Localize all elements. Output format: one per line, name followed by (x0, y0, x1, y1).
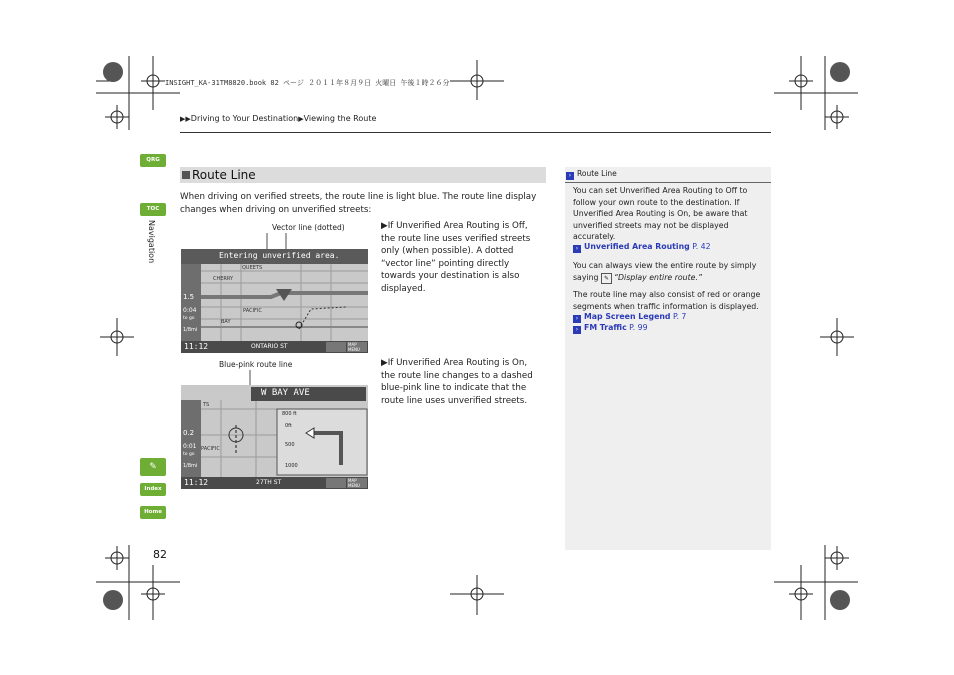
current-street: ONTARIO ST (251, 343, 288, 350)
sidebar-paragraph-1: You can set Unverified Area Routing to Off to follow your own route to the destination. If Unverified Area Routing is On, be aware that unverified streets may not be displayed accurately. (573, 186, 748, 241)
figure2-caption: Blue-pink route line (219, 360, 293, 369)
section-tab-label: Navigation (147, 220, 156, 264)
distance-readout: 1.5 (183, 293, 195, 301)
step-arrow-icon: ▶ (381, 358, 388, 368)
setting-value: Off (512, 221, 525, 231)
distance-bottom: 1000 (285, 463, 298, 469)
map-banner: Entering unverified area. (219, 251, 340, 260)
map-graphic (181, 249, 368, 353)
distance-top: 800 ft (282, 411, 297, 417)
step-unverified-off: ▶If Unverified Area Routing is Off, the route line uses verified streets only (when possible). A dotted “vector line” pointing directly towards your destination is also displayed. (381, 221, 531, 294)
breadcrumb-link-driving[interactable]: Driving to Your Destination (190, 114, 299, 123)
toc-button[interactable]: TOC (140, 203, 166, 216)
clock: 11:12 (184, 478, 209, 487)
breadcrumb-arrow-icon: ▶▶ (180, 115, 191, 123)
section-heading-bar (180, 167, 546, 183)
clock: 11:12 (184, 342, 209, 351)
map-scale: 1/8mi (183, 463, 198, 469)
time-readout: 0:04 (183, 307, 197, 314)
print-file-header: INSIGHT_KA-31TM8820.book 82 ページ ２０１１年８月９日 火曜日 午後１時２６分 (165, 79, 450, 87)
map-graphic (181, 385, 368, 489)
setting-value: On (512, 358, 525, 368)
to-go-label: to go (183, 452, 195, 457)
map-menu-button[interactable]: MAP MENU (348, 478, 360, 488)
link-map-screen-legend[interactable]: › Map Screen Legend P. 7 (573, 311, 686, 323)
setting-name: Unverified Area Routing (396, 221, 500, 231)
map-banner: W BAY AVE (261, 388, 310, 398)
link-fm-traffic[interactable]: › FM Traffic P. 99 (573, 322, 648, 334)
map-scale: 1/8mi (183, 327, 198, 333)
qrg-button[interactable]: QRG (140, 154, 166, 167)
link-arrow-icon: › (573, 315, 581, 323)
setting-name: Unverified Area Routing (396, 358, 500, 368)
street-label: BAY (221, 319, 231, 325)
index-button[interactable]: Index (140, 483, 166, 496)
link-arrow-icon: › (573, 245, 581, 253)
street-label: PACIFIC (243, 308, 262, 314)
link-arrow-icon: › (573, 326, 581, 334)
page-number: 82 (153, 548, 167, 561)
time-readout: 0:01 (183, 443, 197, 450)
current-street: 27TH ST (256, 479, 282, 486)
street-label: QUEETS (242, 265, 263, 271)
home-button[interactable]: Home (140, 506, 166, 519)
street-label: TS (203, 402, 210, 408)
breadcrumb-current: Viewing the Route (303, 114, 377, 123)
notes-sidebar (565, 167, 771, 550)
voice-command-icon[interactable]: ✎ (140, 458, 166, 476)
step-arrow-icon: ▶ (381, 221, 388, 231)
voice-talk-icon: ✎ (601, 273, 612, 284)
intro-paragraph: When driving on verified streets, the route line is light blue. The route line display changes when driving on unverified streets: (180, 192, 537, 215)
distance-mid: 500 (285, 442, 295, 448)
to-go-label: to go (183, 316, 195, 321)
sidebar-rule (565, 182, 771, 183)
section-square-icon (182, 171, 190, 179)
breadcrumb-arrow-icon: ▶ (298, 115, 304, 123)
sidebar-paragraph-2: You can always view the entire route by simply saying ✎ “Display entire route.” (573, 261, 757, 282)
breadcrumb (180, 114, 376, 123)
nav-screen-vector-line (181, 249, 368, 353)
street-label: CHERRY (213, 276, 234, 282)
reference-icon: › (566, 172, 574, 180)
link-unverified-area-routing[interactable]: › Unverified Area Routing P. 42 (573, 241, 711, 253)
header-rule (180, 132, 771, 133)
map-menu-button[interactable]: MAP MENU (348, 342, 360, 352)
figure1-caption: Vector line (dotted) (272, 223, 345, 232)
sidebar-paragraph-3: The route line may also consist of red or orange segments when traffic information is displayed. (573, 290, 761, 311)
distance-oh: 0ft (285, 423, 292, 429)
section-title: Route Line (192, 168, 256, 182)
step-unverified-on: ▶If Unverified Area Routing is On, the route line changes to a dashed blue-pink line to indicate that the route line uses unverified streets. (381, 358, 533, 406)
sidebar-heading: › Route Line (566, 169, 617, 180)
distance-readout: 0.2 (183, 429, 195, 437)
nav-screen-blue-pink-line (181, 385, 368, 489)
street-label: PACIFIC (201, 446, 220, 452)
